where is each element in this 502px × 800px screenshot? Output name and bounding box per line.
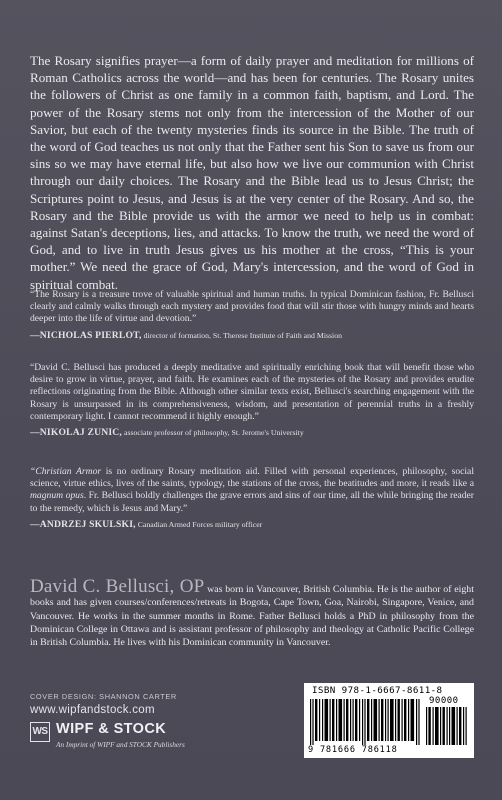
author-name: David C. Bellusci, OP <box>30 576 205 597</box>
quote-text: is no ordinary Rosary meditation aid. Filled with personal experiences, philosophy, social science, virtue ethics, lives of the saints, typology, the stations of the cross, the beatitudes and more, it reads like a <box>30 466 474 490</box>
endorsement-3 <box>30 466 474 531</box>
endorser-title: associate professor of philosophy, St. Jerome's University <box>122 428 304 438</box>
publisher-name: WIPF & STOCK <box>56 721 167 737</box>
endorsement-attribution <box>30 519 474 531</box>
barcode-bars-icon <box>310 699 424 745</box>
endorsement-quote <box>30 466 474 515</box>
endorsement-attribution <box>30 330 474 342</box>
endorsement-quote: “David C. Bellusci has produced a deeply meditative and spiritually enriching book that will benefit those who desire to grow in virtue, prayer, and faith. He examines each of the mysteries of the Rosary and provides erudite reflections originating from the Bible. Although other similar texts exist, Bellusci's searching engagement with the Rosary is unsurpassed in its comprehensiveness, wisdom, and presentation of perennial truths in a freshly contemporary light. I cannot recommend it highly enough.” <box>30 362 474 422</box>
publisher-logo <box>30 720 280 752</box>
isbn-barcode <box>304 683 474 758</box>
book-description: The Rosary signifies prayer—a form of daily prayer and meditation for millions of Roman Catholics across the world—and has been for centuries. The Rosary unites the followers of Christ as one family in a common faith, baptism, and Lord. The power of the Rosary stems not only from the intercession of the Mother of our Savior, but each of the twenty mysteries finds its source in the Bible. The truth of the word of God teaches us not only that the Father sent his Son to save us from our sins so we may have eternal life, but also how we live our communion with Christ through our daily choices. The Rosary and the Bible lead us to Jesus Christ; the Scriptures point to Jesus, and Jesus is at the very center of the Rosary. And so, the Rosary and the Bible provide us with the armor we need to help us in combat: against Satan's deceptions, lies, and attacks. To know the truth, we need the word of God, and to live in truth Jesus gives us his mother at the cross, “This is your mother.” We need the grace of God, Mary's intercession, and the word of God in spiritual combat. <box>30 53 474 292</box>
author-bio-text: was born in Vancouver, British Columbia. He is the author of eight books and has given courses/conferences/retreats in Bogota, Cape Town, Goa, Nairobi, Singapore, Venice, and Vancouver. He works in the summer months in Rome. Father Bellusci holds a PhD in philosophy from the Dominican College in Ottawa and is assistant professor of philosophy and theology at Catholic Pacific College in British Columbia. He lives with his Dominican community in Vancouver. <box>30 584 474 649</box>
isbn-digits: 9 781666 786118 <box>308 745 398 755</box>
book-title-italic: “Christian Armor <box>30 466 102 477</box>
price-code: 90000 <box>429 696 459 706</box>
endorsement-2 <box>30 362 474 439</box>
endorser-title: Canadian Armed Forces military officer <box>135 519 263 529</box>
publisher-website[interactable]: www.wipfandstock.com <box>30 704 155 716</box>
endorser-name: —NICHOLAS PIERLOT, <box>30 329 142 341</box>
italic-phrase: magnum opus <box>30 490 84 502</box>
endorser-name: —ANDRZEJ SKULSKI, <box>30 518 136 530</box>
endorser-name: —NIKOLAJ ZUNIC, <box>30 427 123 439</box>
publisher-logo-icon: WS <box>30 722 50 742</box>
publisher-imprint: An Imprint of WIPF and STOCK Publishers <box>56 740 185 749</box>
quote-text-tail: . Fr. Bellusci boldly challenges the grave errors and sins of our time, all the while bringing the reader to the remedy, which is Jesus and Mary.” <box>30 490 474 514</box>
cover-design-credit: COVER DESIGN: SHANNON CARTER <box>30 692 177 701</box>
endorser-title: director of formation, St. Therese Institute of Faith and Mission <box>141 330 343 340</box>
author-bio <box>30 576 474 649</box>
endorsement-attribution <box>30 427 474 439</box>
isbn-label: ISBN 978-1-6667-8611-8 <box>312 685 443 696</box>
endorsement-quote: “The Rosary is a treasure trove of valuable spiritual and human truths. In typical Dominican fashion, Fr. Bellusci clearly and calmly walks through each mystery and provides food that will stir those with hungry minds and hearts deeper into the life of virtue and devotion.” <box>30 289 474 325</box>
addon-bars-icon <box>426 707 468 745</box>
endorsement-1 <box>30 289 474 342</box>
